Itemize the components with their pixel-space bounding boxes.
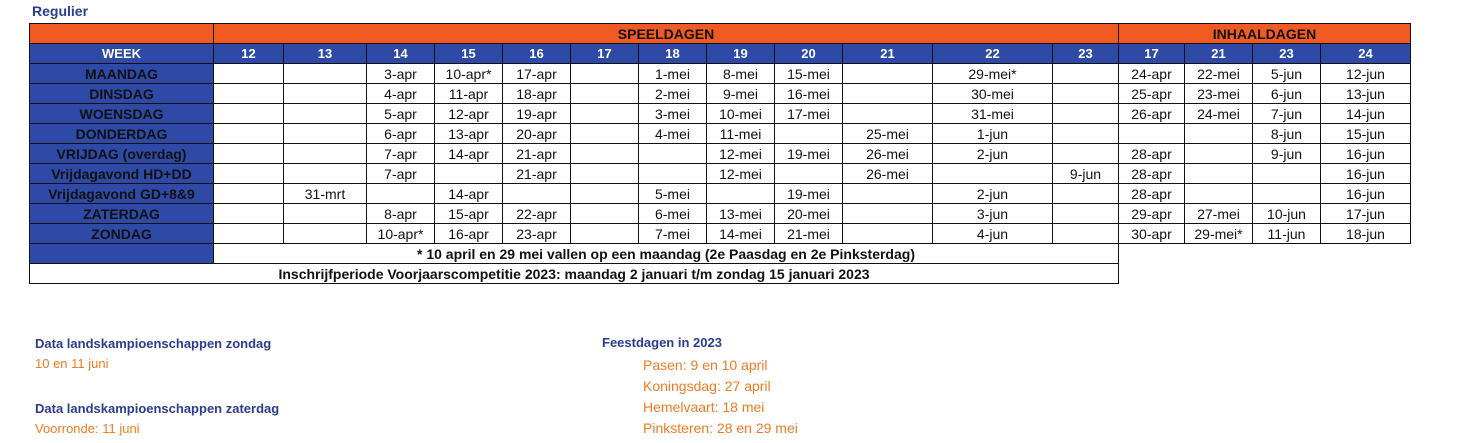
inhaal-date-cell: 23-mei — [1185, 84, 1253, 104]
inhaal-date-cell: 11-jun — [1253, 224, 1321, 244]
inhaal-week-number: 24 — [1321, 44, 1411, 64]
day-label: WOENSDAG — [30, 104, 214, 124]
schedule-table — [29, 23, 1411, 284]
sunday-championships-heading: Data landskampioenschappen zondag — [35, 336, 272, 351]
speel-date-cell — [284, 104, 367, 124]
week-row — [30, 44, 1411, 64]
speel-date-cell: 2-jun — [933, 144, 1053, 164]
speel-date-cell — [1053, 124, 1119, 144]
speel-date-cell: 12-apr — [435, 104, 503, 124]
day-label: ZATERDAG — [30, 204, 214, 224]
inhaal-date-cell: 26-apr — [1119, 104, 1185, 124]
speel-date-cell: 10-apr* — [435, 64, 503, 84]
speel-date-cell — [284, 164, 367, 184]
speel-date-cell: 14-apr — [435, 144, 503, 164]
inhaal-date-cell: 27-mei — [1185, 204, 1253, 224]
speel-date-cell — [707, 184, 775, 204]
speel-date-cell: 16-mei — [775, 84, 843, 104]
speel-date-cell: 19-apr — [503, 104, 571, 124]
day-label: VRIJDAG (overdag) — [30, 144, 214, 164]
speel-date-cell — [775, 164, 843, 184]
speel-date-cell — [284, 224, 367, 244]
week-label: WEEK — [30, 44, 214, 64]
footnote-row — [30, 244, 1411, 264]
holidays-list — [643, 355, 798, 439]
speel-date-cell — [1053, 64, 1119, 84]
inhaaldagen-header: INHAALDAGEN — [1119, 24, 1411, 44]
speel-date-cell: 6-mei — [639, 204, 707, 224]
holiday-item: Pinksteren: 28 en 29 mei — [643, 420, 798, 436]
speel-date-cell: 16-apr — [435, 224, 503, 244]
speel-date-cell — [1053, 144, 1119, 164]
registration-blank — [1119, 264, 1411, 284]
sunday-championships — [35, 336, 271, 371]
speel-date-cell: 4-jun — [933, 224, 1053, 244]
table-row — [30, 164, 1411, 184]
speel-date-cell: 14-mei — [707, 224, 775, 244]
inhaal-date-cell: 16-jun — [1321, 184, 1411, 204]
speel-week-number: 19 — [707, 44, 775, 64]
speel-date-cell: 18-apr — [503, 84, 571, 104]
speel-date-cell: 7-apr — [367, 144, 435, 164]
inhaal-date-cell — [1253, 184, 1321, 204]
footnote: * 10 april en 29 mei vallen op een maandag (2e Paasdag en 2e Pinksterdag) — [214, 244, 1119, 264]
speel-date-cell — [843, 204, 933, 224]
speel-date-cell — [843, 104, 933, 124]
inhaal-date-cell: 28-apr — [1119, 164, 1185, 184]
inhaal-date-cell — [1185, 144, 1253, 164]
inhaal-date-cell: 29-apr — [1119, 204, 1185, 224]
holiday-item: Koningsdag: 27 april — [643, 378, 771, 394]
speel-date-cell: 3-mei — [639, 104, 707, 124]
inhaal-date-cell: 10-jun — [1253, 204, 1321, 224]
inhaal-date-cell: 14-jun — [1321, 104, 1411, 124]
day-label: DONDERDAG — [30, 124, 214, 144]
speel-date-cell — [571, 224, 639, 244]
speel-date-cell — [639, 164, 707, 184]
speel-date-cell: 17-mei — [775, 104, 843, 124]
speel-week-number: 21 — [843, 44, 933, 64]
speel-date-cell: 26-mei — [843, 164, 933, 184]
table-row — [30, 64, 1411, 84]
inhaal-date-cell: 9-jun — [1253, 144, 1321, 164]
speel-date-cell — [933, 164, 1053, 184]
speel-date-cell: 20-apr — [503, 124, 571, 144]
speel-date-cell: 13-mei — [707, 204, 775, 224]
inhaal-date-cell: 28-apr — [1119, 184, 1185, 204]
speel-date-cell — [571, 164, 639, 184]
inhaal-date-cell: 24-mei — [1185, 104, 1253, 124]
inhaal-week-number: 21 — [1185, 44, 1253, 64]
footnote-blank — [1119, 244, 1411, 264]
speel-week-number: 18 — [639, 44, 707, 64]
inhaal-date-cell: 8-jun — [1253, 124, 1321, 144]
speel-date-cell — [284, 124, 367, 144]
inhaal-date-cell: 30-apr — [1119, 224, 1185, 244]
speel-date-cell — [214, 64, 284, 84]
speel-date-cell: 1-jun — [933, 124, 1053, 144]
speel-date-cell — [284, 64, 367, 84]
inhaal-date-cell: 18-jun — [1321, 224, 1411, 244]
speel-date-cell — [284, 204, 367, 224]
table-row — [30, 84, 1411, 104]
speel-date-cell: 19-mei — [775, 184, 843, 204]
schedule-body — [30, 24, 1411, 284]
speel-date-cell — [214, 124, 284, 144]
speel-date-cell — [571, 64, 639, 84]
speel-week-number: 17 — [571, 44, 639, 64]
speel-date-cell — [435, 164, 503, 184]
speel-week-number: 15 — [435, 44, 503, 64]
speel-date-cell — [1053, 184, 1119, 204]
speel-date-cell: 7-mei — [639, 224, 707, 244]
speel-week-number: 23 — [1053, 44, 1119, 64]
table-row — [30, 204, 1411, 224]
inhaal-date-cell: 17-jun — [1321, 204, 1411, 224]
speel-date-cell — [571, 104, 639, 124]
registration-row — [30, 264, 1411, 284]
speel-date-cell — [571, 204, 639, 224]
speel-date-cell — [571, 184, 639, 204]
speel-date-cell: 8-apr — [367, 204, 435, 224]
saturday-championships-heading: Data landskampioenschappen zaterdag — [35, 401, 280, 416]
speel-date-cell — [1053, 104, 1119, 124]
speel-date-cell: 26-mei — [843, 144, 933, 164]
speel-date-cell: 30-mei — [933, 84, 1053, 104]
speel-date-cell: 14-apr — [435, 184, 503, 204]
speel-date-cell — [571, 84, 639, 104]
speel-date-cell: 8-mei — [707, 64, 775, 84]
footnote-blue-cell — [30, 244, 214, 264]
speel-week-number: 14 — [367, 44, 435, 64]
day-label: Vrijdagavond HD+DD — [30, 164, 214, 184]
speel-date-cell: 21-mei — [775, 224, 843, 244]
table-row — [30, 104, 1411, 124]
speel-date-cell — [571, 144, 639, 164]
inhaal-date-cell: 16-jun — [1321, 144, 1411, 164]
speel-date-cell — [503, 184, 571, 204]
speel-date-cell: 11-apr — [435, 84, 503, 104]
speel-date-cell — [843, 224, 933, 244]
table-row — [30, 144, 1411, 164]
inhaal-date-cell: 15-jun — [1321, 124, 1411, 144]
speel-date-cell: 10-mei — [707, 104, 775, 124]
speel-date-cell — [214, 104, 284, 124]
speel-date-cell: 7-apr — [367, 164, 435, 184]
saturday-championships-value: Voorronde: 11 juni — [35, 421, 140, 436]
inhaal-date-cell: 25-apr — [1119, 84, 1185, 104]
speel-date-cell: 3-jun — [933, 204, 1053, 224]
speel-date-cell — [1053, 204, 1119, 224]
speel-date-cell: 19-mei — [775, 144, 843, 164]
inhaal-week-number: 17 — [1119, 44, 1185, 64]
inhaal-date-cell: 7-jun — [1253, 104, 1321, 124]
speel-date-cell: 11-mei — [707, 124, 775, 144]
speel-date-cell: 22-apr — [503, 204, 571, 224]
speel-date-cell: 20-mei — [775, 204, 843, 224]
inhaal-date-cell: 29-mei* — [1185, 224, 1253, 244]
speel-date-cell — [214, 224, 284, 244]
inhaal-date-cell — [1253, 164, 1321, 184]
saturday-championships — [35, 401, 279, 436]
inhaal-date-cell: 24-apr — [1119, 64, 1185, 84]
speel-date-cell: 12-mei — [707, 144, 775, 164]
speel-week-number: 22 — [933, 44, 1053, 64]
speel-week-number: 13 — [284, 44, 367, 64]
speel-date-cell: 6-apr — [367, 124, 435, 144]
inhaal-date-cell — [1185, 184, 1253, 204]
inhaal-date-cell: 22-mei — [1185, 64, 1253, 84]
speel-date-cell — [1053, 224, 1119, 244]
holiday-item: Pasen: 9 en 10 april — [643, 357, 768, 373]
speel-date-cell: 15-mei — [775, 64, 843, 84]
speel-date-cell: 1-mei — [639, 64, 707, 84]
speeldagen-header: SPEELDAGEN — [214, 24, 1119, 44]
day-label: MAANDAG — [30, 64, 214, 84]
inhaal-date-cell: 6-jun — [1253, 84, 1321, 104]
table-row — [30, 224, 1411, 244]
speel-date-cell — [639, 144, 707, 164]
speel-date-cell — [214, 164, 284, 184]
speel-date-cell: 9-mei — [707, 84, 775, 104]
speel-date-cell: 21-apr — [503, 144, 571, 164]
speel-date-cell: 25-mei — [843, 124, 933, 144]
speel-date-cell: 13-apr — [435, 124, 503, 144]
speel-date-cell — [843, 184, 933, 204]
speel-date-cell: 15-apr — [435, 204, 503, 224]
speel-week-number: 12 — [214, 44, 284, 64]
speel-date-cell — [214, 84, 284, 104]
speel-date-cell: 2-mei — [639, 84, 707, 104]
day-label: Vrijdagavond GD+8&9 — [30, 184, 214, 204]
speel-date-cell: 23-apr — [503, 224, 571, 244]
table-row — [30, 184, 1411, 204]
inhaal-date-cell — [1185, 124, 1253, 144]
speel-date-cell: 29-mei* — [933, 64, 1053, 84]
inhaal-date-cell — [1119, 124, 1185, 144]
inhaal-date-cell: 5-jun — [1253, 64, 1321, 84]
day-label: ZONDAG — [30, 224, 214, 244]
speel-date-cell — [571, 124, 639, 144]
speel-date-cell — [843, 64, 933, 84]
speel-date-cell — [284, 144, 367, 164]
speel-date-cell: 9-jun — [1053, 164, 1119, 184]
speel-date-cell: 4-mei — [639, 124, 707, 144]
speel-date-cell — [367, 184, 435, 204]
inhaal-week-number: 23 — [1253, 44, 1321, 64]
group-header-row — [30, 24, 1411, 44]
speel-date-cell — [214, 204, 284, 224]
inhaal-date-cell: 16-jun — [1321, 164, 1411, 184]
speel-date-cell — [214, 144, 284, 164]
speel-date-cell: 5-mei — [639, 184, 707, 204]
page-title: Regulier — [32, 3, 89, 19]
speel-date-cell: 21-apr — [503, 164, 571, 184]
speel-date-cell: 12-mei — [707, 164, 775, 184]
speel-date-cell: 17-apr — [503, 64, 571, 84]
speel-date-cell — [775, 124, 843, 144]
speel-date-cell: 31-mei — [933, 104, 1053, 124]
speel-date-cell: 4-apr — [367, 84, 435, 104]
speel-date-cell — [1053, 84, 1119, 104]
speel-date-cell — [214, 184, 284, 204]
corner-cell — [30, 24, 214, 44]
speel-week-number: 16 — [503, 44, 571, 64]
speel-date-cell: 5-apr — [367, 104, 435, 124]
holiday-item: Hemelvaart: 18 mei — [643, 399, 765, 415]
inhaal-date-cell: 13-jun — [1321, 84, 1411, 104]
inhaal-date-cell — [1185, 164, 1253, 184]
speel-week-number: 20 — [775, 44, 843, 64]
day-label: DINSDAG — [30, 84, 214, 104]
speel-date-cell: 10-apr* — [367, 224, 435, 244]
sunday-championships-value: 10 en 11 juni — [35, 356, 109, 371]
registration-period: Inschrijfperiode Voorjaarscompetitie 2023: maandag 2 januari t/m zondag 15 januari 2023 — [30, 264, 1119, 284]
speel-date-cell: 31-mrt — [284, 184, 367, 204]
speel-date-cell — [284, 84, 367, 104]
inhaal-date-cell: 12-jun — [1321, 64, 1411, 84]
holidays-heading: Feestdagen in 2023 — [602, 335, 722, 350]
table-row — [30, 124, 1411, 144]
inhaal-date-cell: 28-apr — [1119, 144, 1185, 164]
speel-date-cell: 2-jun — [933, 184, 1053, 204]
speel-date-cell: 3-apr — [367, 64, 435, 84]
speel-date-cell — [843, 84, 933, 104]
